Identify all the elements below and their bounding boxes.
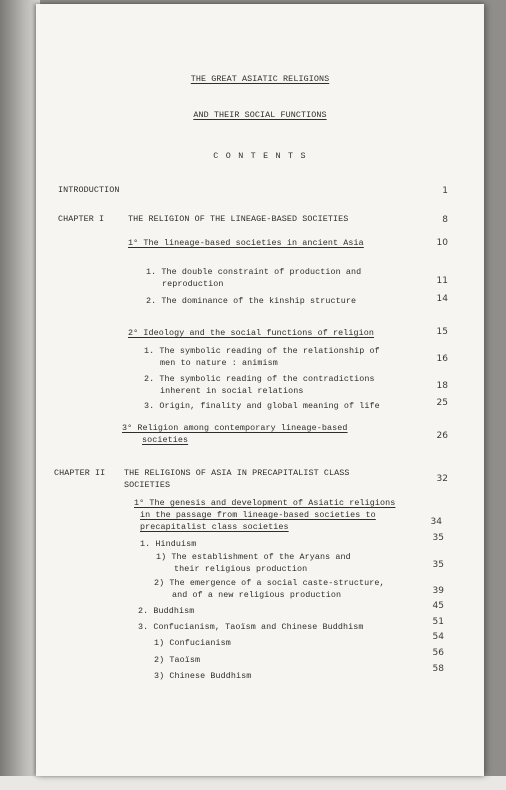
section-4-page-a: 34 [430,517,442,527]
section-4-line3: precapitalist class societies [140,522,289,532]
contents-heading: C O N T E N T S [213,151,307,161]
section-4-line1: 1° The genesis and development of Asiatic religions [134,498,396,508]
toc-intro-label: INTRODUCTION [58,185,120,195]
section-4-line2: in the passage from lineage-based societies to [140,510,376,520]
section-2-2-line1: 2. The symbolic reading of the contradictions [144,374,375,384]
hinduism-2-line1: 2) The emergence of a social caste-structure, [154,578,385,588]
taoism-item: 2) Taoïsm [154,655,201,665]
section-2-1-line1: 1. The symbolic reading of the relationship of [144,346,380,356]
section-2-1-page: 16 [436,354,448,364]
confucianism-heading-page: 51 [432,617,444,627]
chinese-buddhism-item: 3) Chinese Buddhism [154,671,252,681]
section-2-2-line2: inherent in social relations [160,386,304,396]
under-page [0,776,506,790]
section-1-2-text: 2. The dominance of the kinship structure [146,296,357,306]
hinduism-1-line1: 1) The establishment of the Aryans and [156,552,351,562]
chinese-buddhism-item-page: 58 [432,664,444,674]
title-line-2: AND THEIR SOCIAL FUNCTIONS [193,110,327,120]
taoism-item-page: 56 [432,648,444,658]
section-1-page: 10 [436,238,448,248]
confucianism-item: 1) Confucianism [154,638,231,648]
chapter-2-number: CHAPTER II [54,468,106,478]
hinduism-2-line2: and of a new religious production [172,590,342,600]
section-1-1-line2: reproduction [162,279,224,289]
section-2-3-page: 25 [436,398,448,408]
hinduism-heading: 1. Hinduism [140,539,197,549]
hinduism-1-line2: their religious production [174,564,308,574]
section-2-page: 15 [436,327,448,337]
confucianism-item-page: 54 [432,632,444,642]
section-2-2-page: 18 [436,381,448,391]
section-1-2-page: 14 [436,294,448,304]
chapter-1-number: CHAPTER I [58,214,105,224]
chapter-2-line2: SOCIETIES [124,480,171,490]
section-3-line2: societies [142,435,189,445]
section-1-1-line1: 1. The double constraint of production and [146,267,362,277]
chapter-1-title: THE RELIGION OF THE LINEAGE-BASED SOCIETIES [128,214,349,224]
section-2-title: 2° Ideology and the social functions of religion [128,328,375,338]
chapter-2-page: 32 [436,474,448,484]
confucianism-heading: 3. Confucianism, Taoïsm and Chinese Buddhism [138,622,364,632]
section-2-3-text: 3. Origin, finality and global meaning of life [144,401,380,411]
section-3-line1: 3° Religion among contemporary lineage-based [122,423,348,433]
section-4-page-b: 35 [432,533,444,543]
hinduism-2-page-a: 39 [432,586,444,596]
section-1-title: 1° The lineage-based societies in ancient Asia [128,238,364,248]
section-1-1-page: 11 [436,276,448,286]
hinduism-2-page-b: 45 [432,601,444,611]
section-3-page: 26 [436,431,448,441]
chapter-1-page: 8 [442,215,448,225]
chapter-2-line1: THE RELIGIONS OF ASIA IN PRECAPITALIST CLASS [124,468,350,478]
toc-intro-page: 1 [442,186,448,196]
binder-backing [0,0,40,790]
document-page [36,4,484,776]
hinduism-1-page: 35 [432,560,444,570]
buddhism-heading: 2. Buddhism [138,606,195,616]
title-line-1: THE GREAT ASIATIC RELIGIONS [190,74,330,84]
section-2-1-line2: men to nature : animism [160,358,278,368]
